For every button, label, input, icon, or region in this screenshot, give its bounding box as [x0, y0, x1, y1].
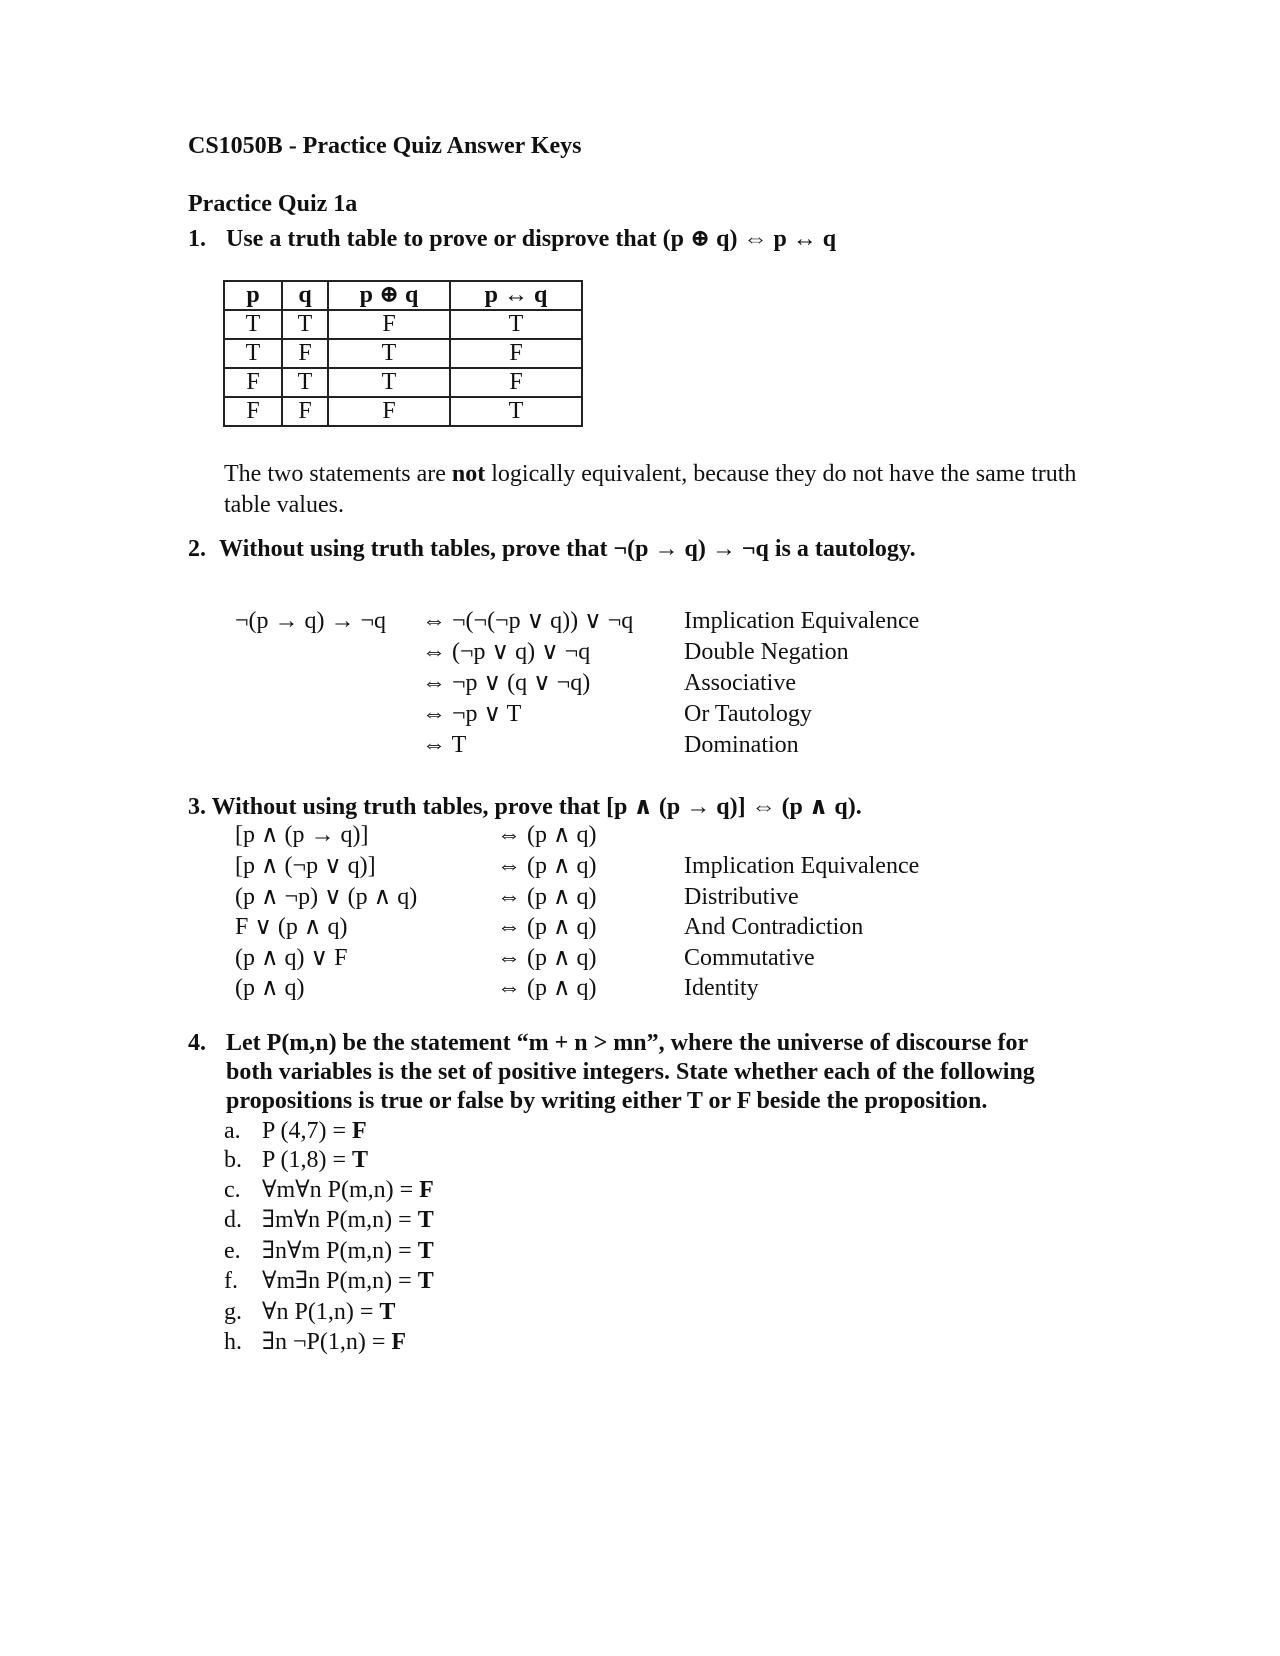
conclusion-emphasis: not: [451, 461, 486, 487]
table-row: [224, 339, 582, 368]
q2-step-expr: ⇔ (¬p ∨ q) ∨ ¬q: [422, 639, 591, 665]
item-label: c.: [224, 1177, 241, 1203]
q3-step-rule: And Contradiction: [684, 914, 864, 940]
conclusion-text-a: The two statements are: [224, 461, 452, 487]
table-cell: F: [282, 339, 328, 368]
question-4: [188, 1029, 1035, 1116]
list-item: [224, 1297, 395, 1327]
item-expr: P (4,7) =: [262, 1118, 352, 1144]
table-cell: T: [224, 310, 282, 339]
quiz-title: Practice Quiz 1a: [188, 191, 358, 217]
question-4-line: both variables is the set of positive integers. State whether each of the following: [226, 1059, 1035, 1085]
item-answer: T: [417, 1268, 434, 1294]
question-1-text: Use a truth table to prove or disprove that (p ⊕ q) ⇔ p ↔ q: [226, 226, 837, 252]
item-expr: ∀m∀n P(m,n) =: [262, 1177, 420, 1203]
q2-step-expr: ⇔ ¬p ∨ T: [422, 701, 522, 727]
q2-step-rule: Double Negation: [684, 639, 849, 665]
q3-step-lhs: (p ∧ q) ∨ F: [235, 945, 348, 971]
q3-step-lhs: (p ∧ ¬p) ∨ (p ∧ q): [235, 884, 418, 910]
item-answer: T: [379, 1299, 396, 1325]
item-answer: F: [391, 1329, 407, 1355]
item-label: a.: [224, 1118, 241, 1144]
q3-step-rule: Identity: [684, 975, 759, 1001]
list-item: [224, 1175, 434, 1205]
question-1: [188, 223, 836, 253]
q3-step-lhs: [p ∧ (¬p ∨ q)]: [235, 853, 376, 879]
item-expr: ∀n P(1,n) =: [262, 1299, 380, 1325]
item-answer: T: [351, 1147, 368, 1173]
item-label: d.: [224, 1207, 242, 1233]
q2-step-expr: ⇔ ¬p ∨ (q ∨ ¬q): [422, 670, 591, 696]
item-expr: ∃m∀n P(m,n) =: [262, 1207, 418, 1233]
table-cell: F: [450, 339, 582, 368]
question-1-conclusion: [224, 459, 1084, 521]
truth-table-header: [224, 281, 582, 310]
table-cell: F: [224, 368, 282, 397]
q3-step-rhs: ⇔ (p ∧ q): [497, 822, 597, 848]
item-answer: F: [419, 1177, 434, 1203]
table-cell: T: [328, 339, 450, 368]
item-label: g.: [224, 1299, 242, 1325]
table-cell: F: [328, 397, 450, 426]
q2-step-rule: Domination: [684, 732, 799, 758]
q2-step-rule: Associative: [684, 670, 796, 696]
table-cell: F: [450, 368, 582, 397]
list-item: [224, 1236, 434, 1266]
item-answer: T: [417, 1207, 434, 1233]
table-cell: T: [282, 368, 328, 397]
item-answer: T: [417, 1238, 434, 1264]
q3-step-rule: Distributive: [684, 884, 799, 910]
question-4-line: Let P(m,n) be the statement “m + n > mn”, where the universe of discourse for: [226, 1030, 1029, 1056]
item-expr: ∀m∃n P(m,n) =: [262, 1268, 418, 1294]
q3-step-lhs: [p ∧ (p → q)]: [235, 822, 369, 848]
q3-step-rhs: ⇔ (p ∧ q): [497, 975, 597, 1001]
table-cell: T: [282, 310, 328, 339]
list-item: [224, 1145, 368, 1175]
table-cell: T: [328, 368, 450, 397]
list-item: [224, 1116, 367, 1146]
item-expr: P (1,8) =: [262, 1147, 352, 1173]
item-label: f.: [224, 1268, 238, 1294]
item-expr: ∃n ¬P(1,n) =: [262, 1329, 392, 1355]
header-p: p: [224, 281, 282, 310]
table-cell: F: [224, 397, 282, 426]
q3-step-rule: Implication Equivalence: [684, 853, 920, 879]
question-1-number: 1.: [188, 226, 206, 252]
q3-step-rhs: ⇔ (p ∧ q): [497, 945, 597, 971]
item-expr: ∃n∀m P(m,n) =: [262, 1238, 418, 1264]
table-cell: T: [450, 397, 582, 426]
header-p-iff-q: p ↔ q: [450, 281, 582, 310]
q3-step-lhs: F ∨ (p ∧ q): [235, 914, 348, 940]
table-cell: F: [282, 397, 328, 426]
question-2-number: 2.: [188, 536, 206, 562]
header-p-xor-q: p ⊕ q: [328, 281, 450, 310]
q2-step-rule: Or Tautology: [684, 701, 812, 727]
truth-table: [223, 280, 583, 427]
question-2: [188, 536, 916, 563]
q2-step-expr: ⇔ T: [422, 732, 467, 758]
table-row: [224, 368, 582, 397]
q2-step-rule: Implication Equivalence: [684, 608, 920, 634]
item-label: e.: [224, 1238, 241, 1264]
table-row: [224, 310, 582, 339]
q3-step-rule: Commutative: [684, 945, 815, 971]
q3-step-lhs: (p ∧ q): [235, 975, 305, 1001]
document-title: CS1050B - Practice Quiz Answer Keys: [188, 133, 582, 159]
q3-step-rhs: ⇔ (p ∧ q): [497, 914, 597, 940]
question-3: 3. Without using truth tables, prove that [p ∧ (p → q)] ⇔ (p ∧ q).: [188, 794, 862, 820]
table-cell: F: [328, 310, 450, 339]
list-item: [224, 1327, 406, 1357]
list-item: [224, 1266, 434, 1296]
question-4-number: 4.: [188, 1030, 206, 1056]
q3-step-rhs: ⇔ (p ∧ q): [497, 884, 597, 910]
conclusion-text-b: logically equivalent, because they do not have the same truth table values.: [224, 461, 1077, 518]
list-item: [224, 1205, 434, 1235]
q3-step-rhs: ⇔ (p ∧ q): [497, 853, 597, 879]
question-2-text: Without using truth tables, prove that ¬(p → q) → ¬q is a tautology.: [219, 536, 916, 562]
item-label: b.: [224, 1147, 242, 1173]
q2-step-expr: ⇔ ¬(¬(¬p ∨ q)) ∨ ¬q: [422, 608, 634, 634]
item-answer: F: [351, 1118, 367, 1144]
item-label: h.: [224, 1329, 242, 1355]
q2-lhs: ¬(p → q) → ¬q: [235, 608, 387, 634]
table-row: [224, 397, 582, 426]
header-q: q: [282, 281, 328, 310]
table-cell: T: [450, 310, 582, 339]
table-cell: T: [224, 339, 282, 368]
question-4-line: propositions is true or false by writing either T or F beside the proposition.: [226, 1088, 988, 1114]
